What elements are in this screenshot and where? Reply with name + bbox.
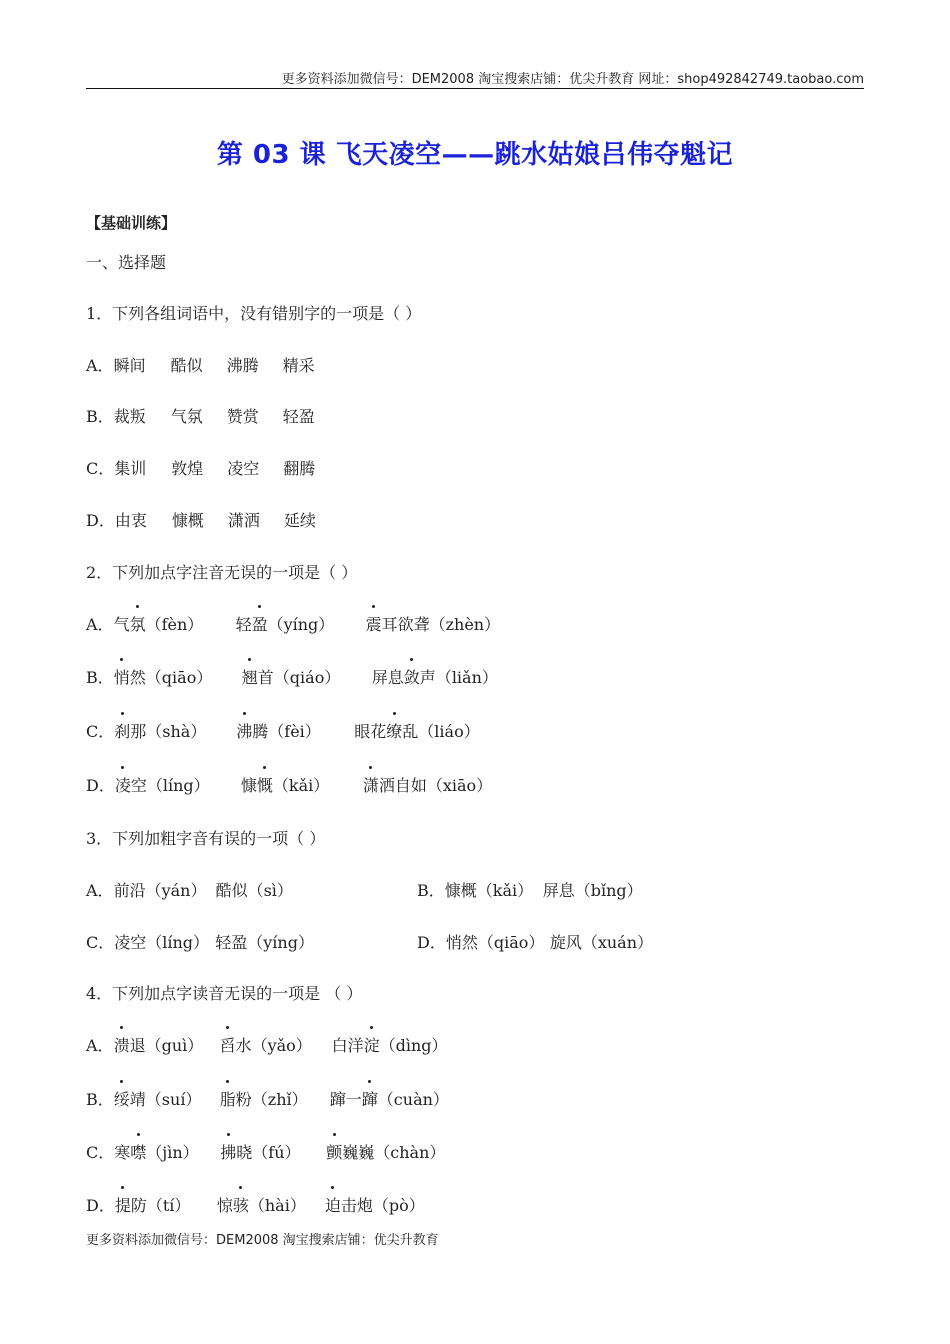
- item: 前沿（yán）: [113, 881, 207, 900]
- item: 颤巍巍（chàn）: [326, 1140, 445, 1163]
- option-label: A．: [86, 356, 114, 375]
- q1-option-b: [86, 404, 315, 427]
- q1-option-d: [86, 508, 316, 531]
- word: 延续: [283, 511, 316, 530]
- item: 屏息敛声（liǎn）: [372, 665, 498, 688]
- dotted-char: 颤: [326, 1140, 342, 1163]
- option-label: A．: [86, 615, 114, 634]
- option-label: A．: [86, 1036, 114, 1055]
- item: 惊骇（hài）: [217, 1193, 325, 1216]
- word: 瞬间: [113, 356, 146, 375]
- option-label: A．: [86, 881, 114, 900]
- dotted-char: 缭: [386, 719, 402, 742]
- option-label: D．: [86, 1196, 115, 1215]
- dotted-char: 潇: [363, 773, 379, 796]
- word: 气氛: [170, 407, 203, 426]
- item: 屏息（bǐng）: [542, 881, 643, 900]
- item: 震耳欲聋（zhèn）: [366, 612, 501, 635]
- q3-option-d: [417, 930, 653, 953]
- item: 凌空（líng）: [114, 933, 210, 952]
- word: 精采: [282, 356, 315, 375]
- option-label: B．: [417, 881, 445, 900]
- q2-option-b: [86, 665, 498, 688]
- option-label: B．: [86, 407, 114, 426]
- item: 迫击炮（pò）: [325, 1193, 425, 1216]
- item: 旋风（xuán）: [549, 933, 654, 952]
- word: 酷似: [170, 356, 203, 375]
- dotted-char: 凌: [115, 773, 131, 796]
- lesson-title: 第 03 课 飞天凌空——跳水姑娘吕伟夺魁记: [216, 140, 734, 170]
- item: 慷概（kǎi）: [444, 881, 534, 900]
- dotted-char: 蹿: [362, 1087, 378, 1110]
- q3-stem: 3．下列加粗字音有误的一项（ ）: [86, 829, 326, 848]
- dotted-char: 溃: [114, 1033, 130, 1056]
- item: 轻盈（yíng）: [215, 933, 314, 952]
- q4-stem: 4．下列加点字读音无误的一项是 （ ）: [86, 984, 363, 1003]
- option-label: B．: [86, 1090, 114, 1109]
- word: 凌空: [227, 459, 260, 478]
- option-label: D．: [417, 933, 446, 952]
- q1-option-c: [86, 456, 315, 479]
- dotted-char: 脂: [220, 1087, 236, 1110]
- q4-option-c: [86, 1140, 445, 1163]
- item: 提防（tí）: [115, 1193, 217, 1216]
- word: 赞赏: [226, 407, 259, 426]
- dotted-char: 拂: [220, 1140, 236, 1163]
- option-label: B．: [86, 668, 114, 687]
- item: 酷似（sì）: [215, 881, 293, 900]
- q2-option-a: [86, 612, 500, 635]
- page-footer: 更多资料添加微信号：DEM2008 淘宝搜索店铺：优尖升教育: [86, 1233, 439, 1248]
- option-label: C．: [86, 1143, 115, 1162]
- q3-option-c: [86, 930, 314, 953]
- word: 敦煌: [171, 459, 204, 478]
- item: 凌空（líng）: [115, 773, 241, 796]
- section-heading: 【基础训练】: [86, 214, 177, 232]
- word: 裁叛: [113, 407, 146, 426]
- item: 悄然（qiāo）: [445, 933, 545, 952]
- option-label: C．: [86, 933, 115, 952]
- option-label: D．: [86, 776, 115, 795]
- dotted-char: 淀: [364, 1033, 380, 1056]
- item: 慷慨（kǎi）: [241, 773, 363, 796]
- item: 脂粉（zhǐ）: [220, 1087, 330, 1110]
- dotted-char: 绥: [114, 1087, 130, 1110]
- item: 刹那（shà）: [114, 719, 236, 742]
- item: 轻盈（yíng）: [236, 612, 366, 635]
- dotted-char: 震: [366, 612, 382, 635]
- word: 潇洒: [227, 511, 260, 530]
- dotted-char: 刹: [114, 719, 130, 742]
- q4-option-b: [86, 1087, 449, 1110]
- q2-option-c: [86, 719, 480, 742]
- q4-option-a: [86, 1033, 448, 1056]
- option-label: C．: [86, 722, 115, 741]
- dotted-char: 沸: [236, 719, 252, 742]
- option-label: D．: [86, 511, 115, 530]
- q1-stem: 1．下列各组词语中，没有错别字的一项是（ ）: [86, 304, 422, 323]
- item: 舀水（yǎo）: [220, 1033, 332, 1056]
- word: 集训: [114, 459, 147, 478]
- dotted-char: 翘: [242, 665, 258, 688]
- item: 悄然（qiāo）: [114, 665, 242, 688]
- word: 由衷: [114, 511, 147, 530]
- dotted-char: 盈: [252, 612, 268, 635]
- item: 溃退（guì）: [114, 1033, 220, 1056]
- dotted-char: 迫: [325, 1193, 341, 1216]
- dotted-char: 慨: [257, 773, 273, 796]
- item: 眼花缭乱（liáo）: [354, 719, 479, 742]
- word: 轻盈: [282, 407, 315, 426]
- header-divider: [86, 88, 864, 89]
- dotted-char: 骇: [233, 1193, 249, 1216]
- item: 潇洒自如（xiāo）: [363, 773, 492, 796]
- item: 绥靖（suí）: [114, 1087, 220, 1110]
- q3-option-a: [86, 878, 293, 901]
- word: 翻腾: [283, 459, 316, 478]
- part-heading: 一、选择题: [86, 253, 167, 272]
- option-label: C．: [86, 459, 115, 478]
- q3-option-b: [417, 878, 643, 901]
- q2-stem: 2．下列加点字注音无误的一项是（ ）: [86, 563, 358, 582]
- item: 沸腾（fèi）: [236, 719, 354, 742]
- item: 蹿一蹿（cuàn）: [330, 1087, 449, 1110]
- q1-option-a: [86, 353, 315, 376]
- dotted-char: 舀: [220, 1033, 236, 1056]
- q4-option-d: [86, 1193, 425, 1216]
- page-header: 更多资料添加微信号：DEM2008 淘宝搜索店铺：优尖升教育 网址：shop492842749.taobao.com: [281, 72, 864, 87]
- q2-option-d: [86, 773, 492, 796]
- word: 慷概: [171, 511, 204, 530]
- dotted-char: 敛: [404, 665, 420, 688]
- item: 白洋淀（dìng）: [332, 1033, 448, 1056]
- dotted-char: 氛: [130, 612, 146, 635]
- word: 沸腾: [226, 356, 259, 375]
- item: 拂晓（fú）: [220, 1140, 326, 1163]
- dotted-char: 提: [115, 1193, 131, 1216]
- dotted-char: 噤: [130, 1140, 146, 1163]
- item: 气氛（fèn）: [114, 612, 236, 635]
- dotted-char: 悄: [114, 665, 130, 688]
- item: 寒噤（jìn）: [114, 1140, 220, 1163]
- item: 翘首（qiáo）: [242, 665, 372, 688]
